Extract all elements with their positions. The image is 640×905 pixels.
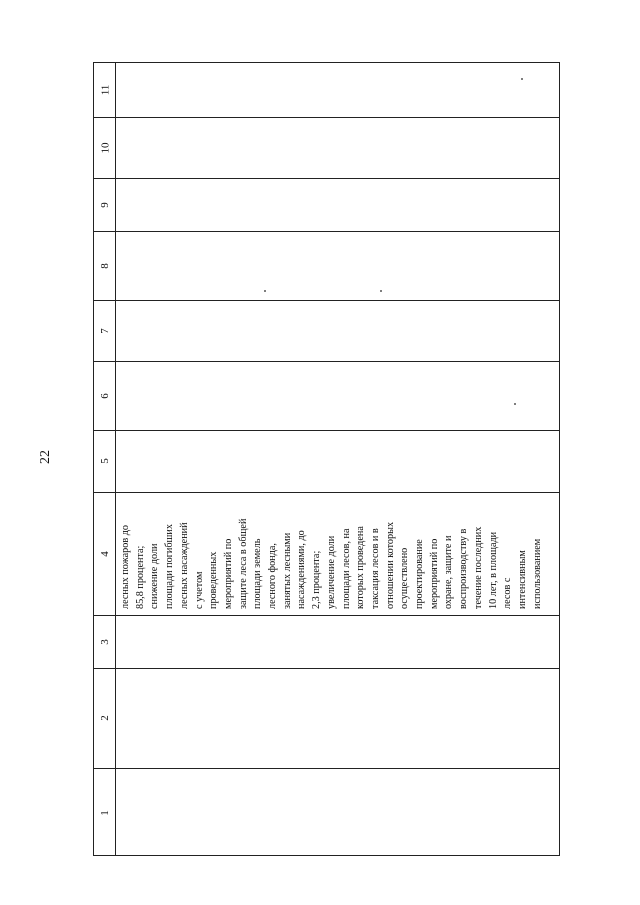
column-header-2: 2 [99,715,111,721]
column-header-11: 11 [99,84,111,96]
rotated-table [93,62,560,856]
column-rule [94,768,559,769]
column-rule [94,231,559,232]
text-line: таксация лесов и в [369,528,381,609]
text-line: воспроизводству в [458,528,470,609]
text-line: отношении которых [384,521,396,609]
text-line: занятых лесными [281,532,293,609]
scan-speck [264,290,266,292]
column-rule [94,300,559,301]
column-header-4: 4 [99,550,111,557]
column-header-7: 7 [99,327,111,334]
column-header-9: 9 [99,201,111,208]
text-line: которых проведена [355,526,367,609]
text-line: лесов с [502,577,514,609]
column-rule [94,178,559,179]
text-line: площади земель [252,538,264,609]
text-line: лесных пожаров до [120,525,131,609]
text-line: 85,8 процента; [134,545,146,609]
column-header-3: 3 [99,638,111,645]
column-rule [94,615,559,616]
text-line: мероприятий по [428,538,440,609]
column-header-1: 1 [99,809,111,816]
text-line: мероприятий по [222,538,234,609]
column-rule [94,117,559,118]
column-rule [94,361,559,362]
column5-cell [116,492,543,615]
column-header-6: 6 [99,392,111,399]
column-header-8: 8 [99,262,111,269]
text-line: течение последних [472,526,484,609]
column5-text [116,492,552,615]
text-line: с учетом [193,571,205,609]
text-line: защите леса в общей [237,518,249,609]
text-line: охране, защите и [443,535,455,609]
text-line: площади погибших [164,524,176,609]
text-line: лесного фонда, [267,543,279,609]
column-header-5: 5 [99,458,111,464]
column-rule [94,668,559,669]
text-line: площади лесов, на [340,528,352,609]
text-line: снижение доли [149,543,161,609]
scan-speck [514,403,516,405]
text-line: интенсивным [516,550,528,609]
column-rule [94,430,559,431]
text-line: проведенных [208,551,220,609]
text-line: осуществлено [399,547,411,609]
text-line: проектирование [414,539,426,609]
text-line: увеличение доли [325,535,337,609]
text-line: насаждениями, до [296,530,308,609]
scan-speck [521,78,523,80]
column-header-10: 10 [99,142,111,153]
text-line: 2,3 процента; [311,550,323,609]
page-number: 22 [38,450,53,464]
text-line: лесных насаждений [178,522,190,609]
text-line: использованием [531,538,543,609]
scan-speck [380,290,382,292]
text-line: 10 лет, в площади [487,531,499,609]
